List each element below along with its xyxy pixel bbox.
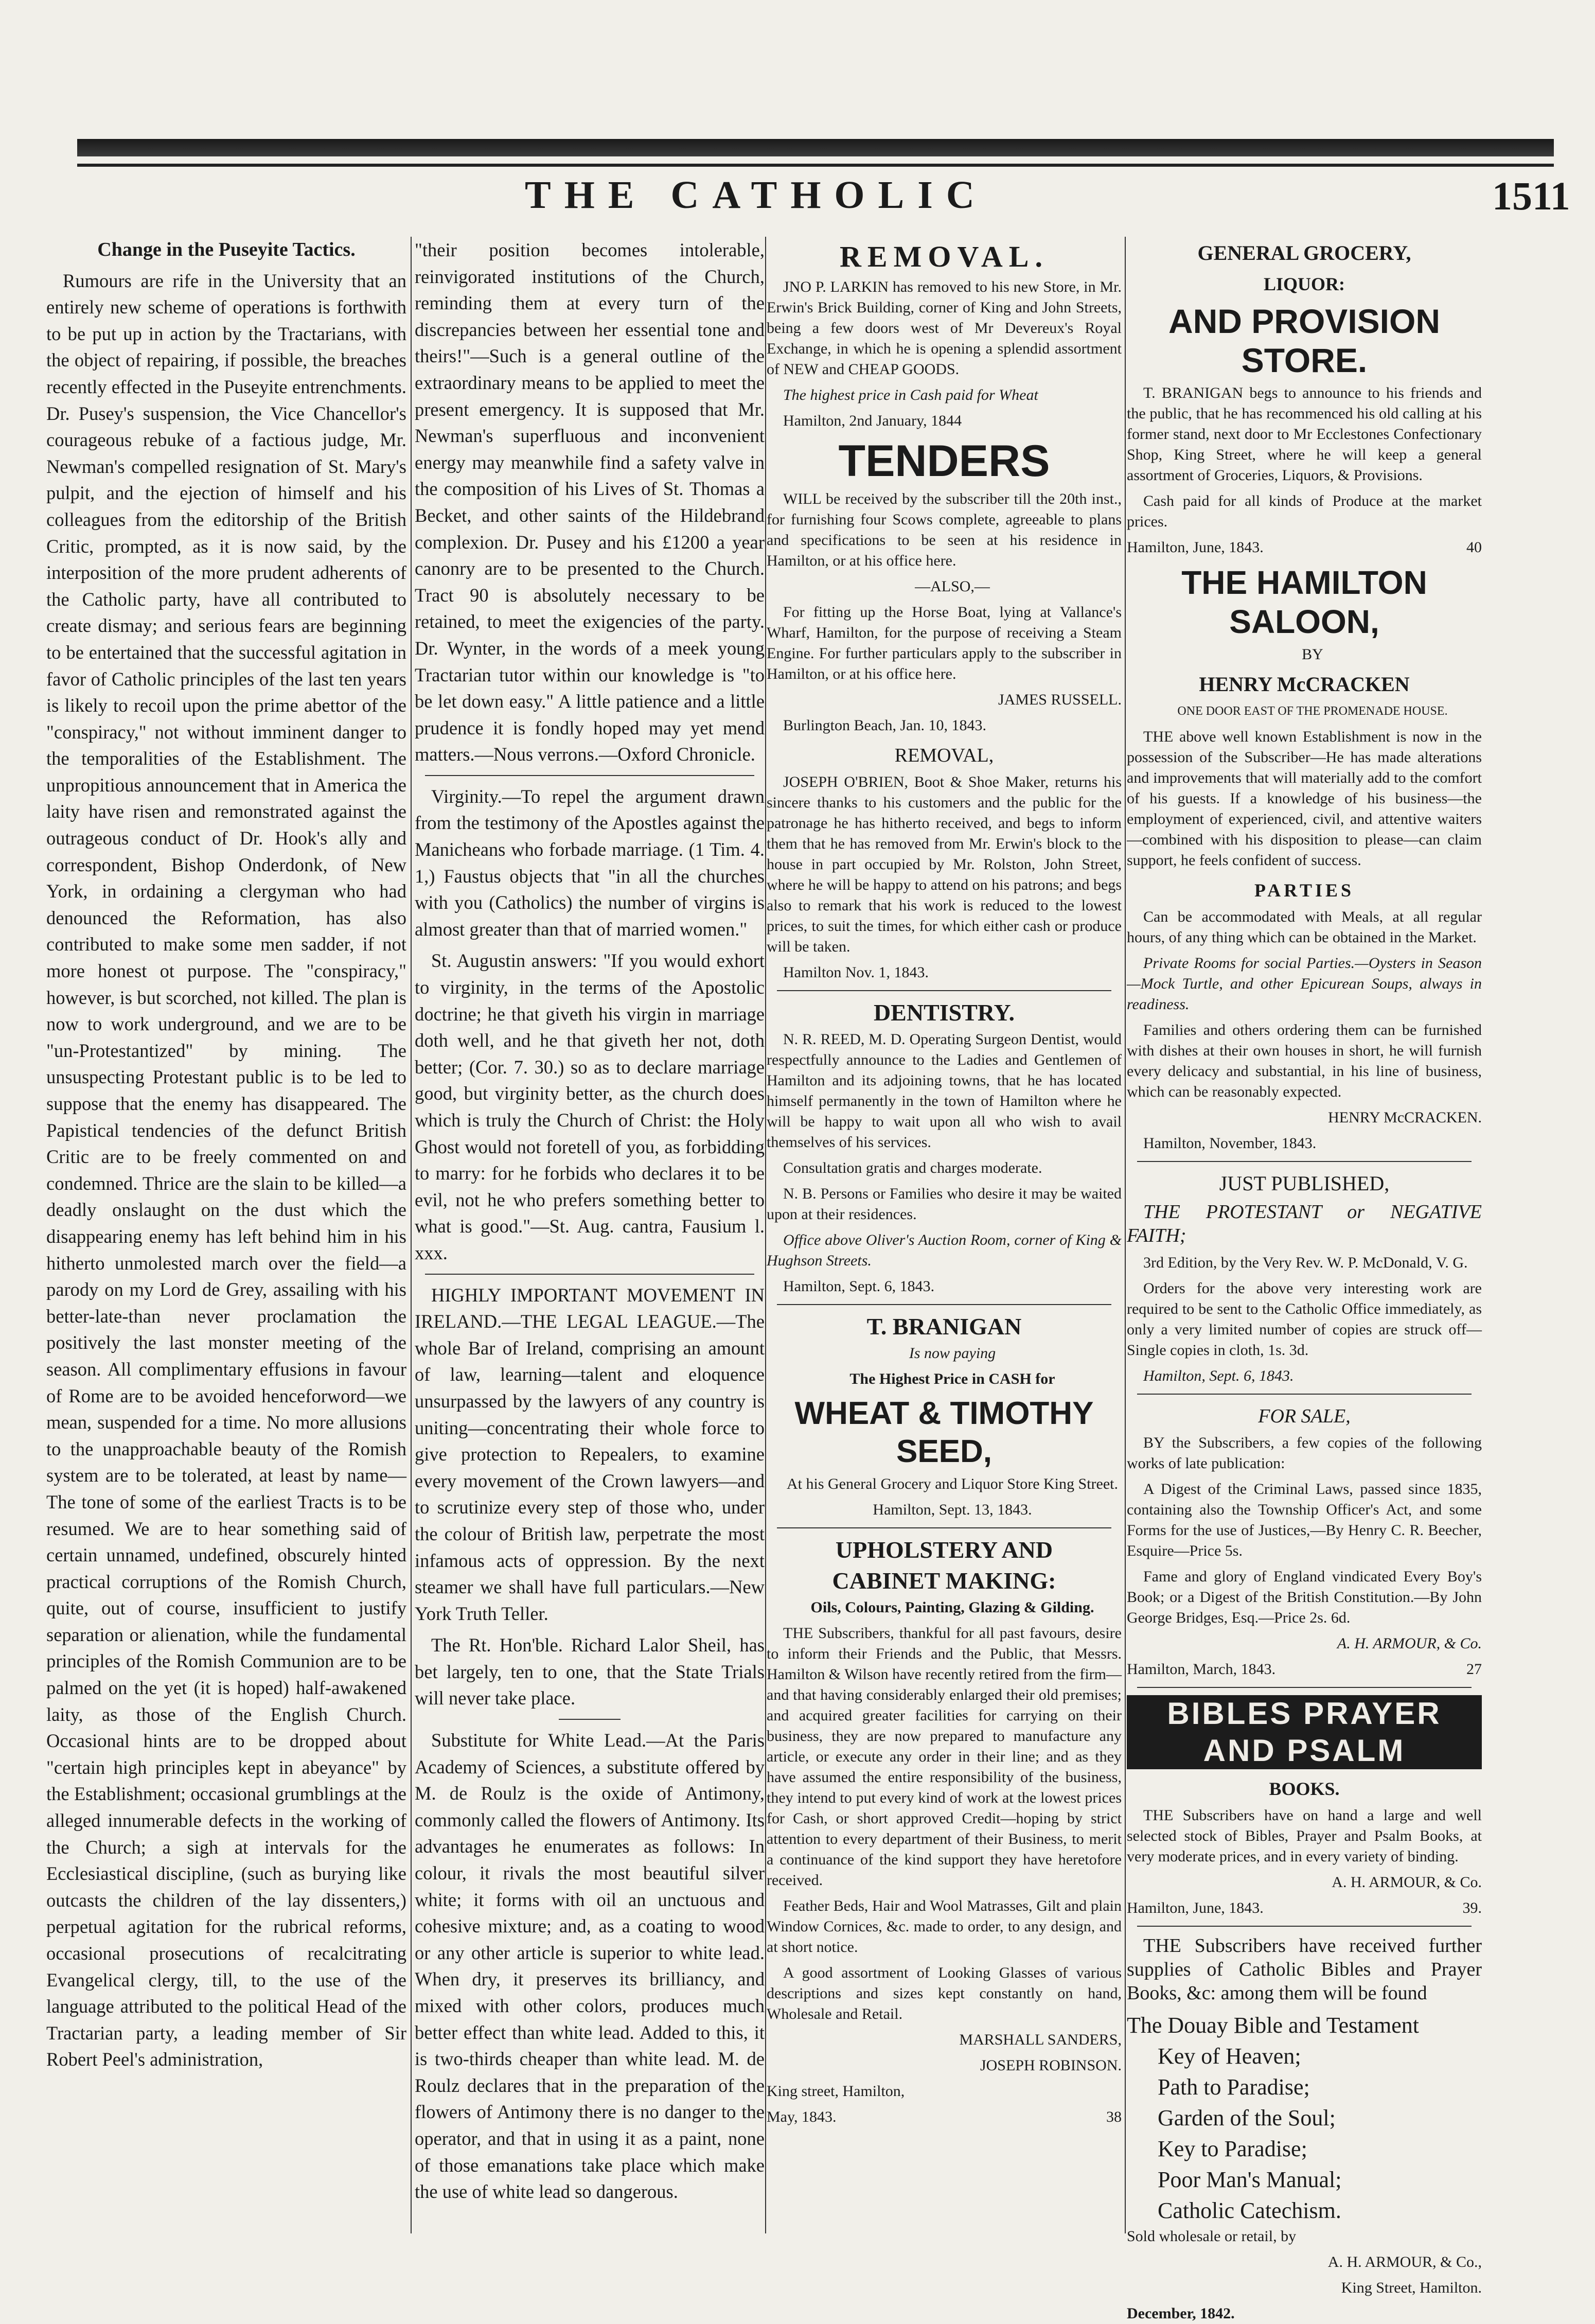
ad-heading-branigan: T. BRANIGAN: [866, 1313, 1022, 1340]
ad-date-text: Hamilton, June, 1843.: [1127, 1899, 1264, 1916]
divider: [1137, 1394, 1472, 1395]
book-list-item: Poor Man's Manual;: [1158, 2167, 1342, 2192]
article-paragraph: The Rt. Hon'ble. Richard Lalor Sheil, has bet largely, ten to one, that the State Trials will never take place.: [415, 1634, 765, 1709]
ad-heading-provision: AND PROVISION STORE.: [1168, 302, 1441, 379]
ad-date: [1127, 1659, 1482, 1680]
ad-text: Cash paid for all kinds of Produce at the market prices.: [1127, 492, 1482, 530]
ad-date: [1127, 537, 1482, 558]
ad-signature: A. H. ARMOUR, & Co.: [1332, 1874, 1482, 1891]
ad-text: THE Subscribers have on hand a large and well selected stock of Bibles, Prayer and Psalm Books, at very moderate prices, and in every variety of binding.: [1127, 1807, 1482, 1865]
ad-number: 39.: [1462, 1899, 1482, 1916]
ad-text: The Highest Price in CASH for: [849, 1370, 1055, 1387]
column-rule: [411, 237, 412, 2233]
page-number: 1511: [1492, 173, 1570, 218]
ad-signature: A. H. ARMOUR, & Co.,: [1327, 2253, 1482, 2270]
article-paragraph: St. Augustin answers: "If you would exhort to virginity, in the terms of the Apostolic doctrine; he that giveth his virgin in marriage doth well, and he that giveth her not, doth better; (Cor. 7. 30.) so as to declare marriage good, but virginity better, as the church does which is truly the Church of Christ: the Holy Ghost would not foretell of you, as forbidding to marry: for he forbids who declares it to be evil, not he who prefers something better to what is good."—St. Aug. cantra, Fausium l. xxx.: [415, 950, 765, 1263]
running-head: [0, 168, 1595, 224]
divider: [425, 1274, 754, 1275]
divider: [777, 1304, 1111, 1305]
ad-date-text: May, 1843.: [767, 2108, 837, 2125]
ad-heading-just-published: JUST PUBLISHED,: [1219, 1172, 1390, 1195]
article-paragraph: Substitute for White Lead.—At the Paris Academy of Sciences, a substitute offered by M. de Roulz is the oxide of Antimony, commonly called the flowers of Antimony. Its advantages he enumerates as follows: In colour, it rivals the most beautiful silver white; it forms with oil an unctuous and cohesive mixture; and, as a coating to wood or any other article is superior to white lead. When dry, it preserves its brilliancy, and mixed with other colors, produces much better effect than white lead. Added to this, it is two-thirds cheaper than white lead. M. de Roulz declares that in the preparation of the flowers of Antimony there is no danger to the operator, and that in using it as a paint, none of those emanations take place which make the use of white lead so dangerous.: [415, 1730, 765, 2203]
ad-heading-grocery: GENERAL GROCERY,: [1197, 241, 1411, 265]
ad-text: At his General Grocery and Liquor Store King Street.: [787, 1475, 1118, 1492]
ad-heading-parties: PARTIES: [1254, 880, 1355, 901]
book-list-item: Key of Heaven;: [1158, 2044, 1301, 2069]
ad-text: Can be accommodated with Meals, at all regular hours, of any thing which can be obtained in the Market.: [1127, 908, 1482, 946]
ad-heading-bibles: BIBLES PRAYER AND PSALM: [1127, 1695, 1482, 1769]
ad-text: Orders for the above very interesting work are required to be sent to the Catholic Office immediately, as only a very limited number of copies are struck off—Single copies in cloth, 1s. 3d.: [1127, 1280, 1482, 1359]
book-list-item: The Douay Bible and Testament: [1127, 2013, 1419, 2038]
ad-text: Families and others ordering them can be furnished with dishes at their own houses in short, he will furnish every delicacy and substantial, in his line of business, which can be reasonably expected.: [1127, 1022, 1482, 1100]
ad-text: —ALSO,—: [915, 578, 990, 595]
top-border-band: [77, 139, 1554, 156]
ad-date: Hamilton, Sept. 6, 1843.: [1143, 1367, 1294, 1384]
ad-text: THE Subscribers, thankful for all past favours, desire to inform their Friends and the Public, that Messrs. Hamilton & Wilson have recently retired from the firm—and that having considerably enlarged their old premises; and acquired greater facilities for carrying on their business, they are now prepared to manufacture any article, or execute any order in their line; and as they have assumed the entire responsibility of the business, they intend to put every kind of work at the lowest prices for Cash, or short approved Credit—hoping by strict attention to every department of their Business, to merit a continuance of the kind support they have heretofore received.: [767, 1625, 1122, 1889]
ad-text: A Digest of the Criminal Laws, passed since 1835, containing also the Township Officer's Act, and some Forms for the use of Justices,—By Henry C. R. Beecher, Esquire—Price 5s.: [1127, 1481, 1482, 1559]
book-list-item: Catholic Catechism.: [1158, 2198, 1341, 2223]
ad-heading-for-sale: FOR SALE,: [1258, 1405, 1351, 1427]
book-list-item: Garden of the Soul;: [1158, 2105, 1336, 2131]
ad-date-text: Hamilton, March, 1843.: [1127, 1661, 1276, 1678]
ad-text: ONE DOOR EAST OF THE PROMENADE HOUSE.: [1177, 705, 1448, 718]
ad-heading-cabinet: CABINET MAKING:: [832, 1568, 1056, 1594]
column-4: [1127, 237, 1482, 2322]
book-list: [1127, 2010, 1482, 2226]
ad-text: T. BRANIGAN begs to announce to his friends and the public, that he has recommenced his old calling at his former stand, next door to Mr Ecclestones Confectionary Shop, King Street, where he will keep a general assortment of Groceries, Liquors, & Provisions.: [1127, 384, 1482, 484]
ad-text: Private Rooms for social Parties.—Oysters in Season—Mock Turtle, and other Epicurean Soups, always in readiness.: [1127, 955, 1482, 1013]
ad-signature: JOSEPH ROBINSON.: [980, 2057, 1122, 2074]
divider: [559, 1719, 621, 1720]
ad-text: Sold wholesale or retail, by: [1127, 2228, 1297, 2245]
ad-text: King street, Hamilton,: [767, 2083, 905, 2100]
divider: [1137, 1161, 1472, 1162]
divider: [777, 990, 1111, 991]
divider: [777, 1527, 1111, 1528]
ad-number: 38: [1106, 2108, 1122, 2125]
ad-heading-tenders: TENDERS: [838, 436, 1050, 486]
ad-heading-upholstery: UPHOLSTERY AND: [835, 1537, 1053, 1563]
ad-signature: JAMES RUSSELL.: [998, 691, 1122, 708]
article-paragraph: "their position becomes intolerable, reinvigorated institutions of the Church, reminding them at every turn of the discrepancies between her essential tone and theirs!"—Such is a general outline of the extraordinary means to be applied to meet the present emergency. It is supposed that Mr. Newman's superfluous and inconvenient energy may meanwhile find a safety valve in the composition of his Lives of St. Thomas a Becket, and other saints of the Hildebrand complexion. Dr. Pusey and his £1200 a year canonry are to be presented to the Church. Tract 90 is absolutely necessary to be retained, to meet the exigencies of the party. Dr. Wynter, in the words of a meek young Tractarian tutor within our knowledge is "to be let down easy." A little patience and a little prudence it is fondly hoped may yet mend matters.—Nous verrons.—Oxford Chronicle.: [415, 239, 765, 765]
ad-text: THE Subscribers have received further supplies of Catholic Bibles and Prayer Books, &c: among them will be found: [1127, 1935, 1482, 2004]
ad-text: BY the Subscribers, a few copies of the following works of late publication:: [1127, 1434, 1482, 1472]
ad-text: King Street, Hamilton.: [1341, 2279, 1482, 2296]
ad-text: N. B. Persons or Families who desire it may be waited upon at their residences.: [767, 1185, 1122, 1223]
ad-signature: A. H. ARMOUR, & Co.: [1337, 1635, 1482, 1652]
ad-date: [767, 2107, 1122, 2127]
ad-date: Hamilton, Sept. 13, 1843.: [873, 1501, 1032, 1518]
ad-date: Hamilton, November, 1843.: [1143, 1135, 1317, 1152]
ad-text: Is now paying: [909, 1345, 996, 1362]
column-rule: [765, 237, 766, 2233]
ad-text: Oils, Colours, Painting, Glazing & Gilding.: [810, 1599, 1094, 1616]
ad-text: THE above well known Establishment is now in the possession of the Subscriber—He has made alterations and improvements that will materially add to the comfort of his guests. If a knowledge of his business—the employment of experienced, civil, and attentive waiters—combined with his disposition to please—can claim support, he feels confident of success.: [1127, 728, 1482, 869]
ad-date: Burlington Beach, Jan. 10, 1843.: [783, 717, 986, 734]
ad-number: 40: [1466, 539, 1482, 556]
ad-text: A good assortment of Looking Glasses of various descriptions and sizes kept constantly on hand, Wholesale and Retail.: [767, 1964, 1122, 2022]
ad-text: 3rd Edition, by the Very Rev. W. P. McDonald, V. G.: [1143, 1254, 1468, 1271]
ad-text: Office above Oliver's Auction Room, corner of King & Hughson Streets.: [767, 1231, 1122, 1269]
ad-text: Fame and glory of England vindicated Every Boy's Book; or a Digest of the British Constitution.—By John George Bridges, Esq.—Price 2s. 6d.: [1127, 1568, 1482, 1626]
ad-text: WILL be received by the subscriber till the 20th inst., for furnishing four Scows complete, agreeable to plans and specifications to be seen at his residence in Hamilton, or at his office here.: [767, 490, 1122, 569]
ad-signature: HENRY McCRACKEN.: [1328, 1109, 1482, 1126]
column-rule: [1125, 237, 1126, 2233]
ad-text: For fitting up the Horse Boat, lying at Vallance's Wharf, Hamilton, for the purpose of receiving a Steam Engine. For further particulars apply to the subscriber in Hamilton, or at his office here.: [767, 604, 1122, 682]
ad-date: Hamilton, Sept. 6, 1843.: [783, 1278, 935, 1295]
article-paragraph: HIGHLY IMPORTANT MOVEMENT IN IRELAND.—THE LEGAL LEAGUE.—The whole Bar of Ireland, comprising an amount of law, learning—talent and eloquence unsurpassed by the lawyers of any country is uniting—concentrating their whole force to give protection to Repealers, to examine every movement of the Crown lawyers—and to scrutinize every step of those who, under the colour of British law, perpetrate the most infamous acts of oppression. By the next steamer we shall have full particulars.—New York Truth Teller.: [415, 1284, 765, 1624]
ad-text: JOSEPH O'BRIEN, Boot & Shoe Maker, returns his sincere thanks to his customers and the public for the patronage he has hitherto received, and begs to inform them that he has removed from Mr. Erwin's block to the house in part occupied by Mr. Rolston, John Street, where he will be happy to attend on his patrons; and begs also to remark that his work is reduced to the lowest prices, to suit the times, for which either cash or produce will be taken.: [767, 773, 1122, 955]
book-list-item: Key to Paradise;: [1158, 2136, 1307, 2161]
ad-heading-wheat: WHEAT & TIMOTHY SEED,: [794, 1396, 1094, 1469]
top-border-line: [77, 164, 1554, 167]
ad-date: Hamilton Nov. 1, 1843.: [783, 964, 929, 981]
ad-heading-books: BOOKS.: [1269, 1779, 1340, 1799]
ad-text: THE PROTESTANT or NEGATIVE FAITH;: [1127, 1201, 1482, 1246]
ad-signature: MARSHALL SANDERS,: [959, 2031, 1122, 2048]
ad-text: Feather Beds, Hair and Wool Matrasses, Gilt and plain Window Cornices, &c. made to order, to any design, and at short notice.: [767, 1897, 1122, 1956]
article-paragraph: Virginity.—To repel the argument drawn from the testimony of the Apostles against the Manicheans who forbade marriage. (1 Tim. 4. 1,) Faustus objects that "in all the churches with you (Catholics) the number of virgins is almost greater than that of married women.": [415, 785, 765, 940]
column-3: [767, 237, 1122, 2233]
book-list-item: Path to Paradise;: [1158, 2074, 1310, 2100]
ad-heading-mccracken: HENRY McCRACKEN: [1199, 673, 1410, 696]
ad-number: 27: [1466, 1661, 1482, 1678]
ad-text: Consultation gratis and charges moderate.: [783, 1159, 1042, 1176]
ad-date: December, 1842.: [1127, 2305, 1235, 2322]
article-heading: Change in the Puseyite Tactics.: [97, 239, 356, 260]
running-head-title: THE CATHOLIC: [525, 173, 988, 217]
divider: [1137, 1687, 1472, 1688]
ad-heading-liquor: LIQUOR:: [1263, 274, 1345, 294]
ad-text: JNO P. LARKIN has removed to his new Store, in Mr. Erwin's Brick Building, corner of King and John Streets, being a few doors west of Mr Devereux's Royal Exchange, in which he is opening a splendid assortment of NEW and CHEAP GOODS.: [767, 278, 1122, 378]
ad-date: [1127, 1898, 1482, 1918]
article-paragraph: Rumours are rife in the University that an entirely new scheme of operations is forthwith to be put up in action by the Tractarians, with the object of repairing, if possible, the breaches recently effected in the Puseyite entrenchments. Dr. Pusey's suspension, the Vice Chancellor's courageous rebuke of a factious judge, Mr. Newman's compelled resignation of St. Mary's pulpit, and the ejection of himself and his colleagues from the editorship of the British Critic, prompted, as it is now said, by the interposition of the more prudent adherents of the Catholic party, have all contributed to create dismay; and serious fears are beginning to be entertained that the successful agitation in favor of Catholic principles of the last ten years is likely to recoil upon the prime abettor of the "conspiracy," not without imminent danger to the temporalities of the Establishment. The unpropitious announcement that in America the laity have risen and remonstrated against the outrageous conduct of Dr. Hook's ally and correspondent, Bishop Onderdonk, of New York, in ordaining a clergyman who had denounced the Reformation, has also contributed to make some men sadder, if not more honest ot purpose. The "conspiracy," however, is but scorched, not killed. The plan is now to work underground, and we are to be "un-Protestantized" by mining. The unsuspecting Protestant public is to be led to suppose that the enemy has disappeared. The Papistical tendencies of the defunct British Critic are to be freely commented on and condemned. Thrice are the slain to be killed—a deadly onslaught on the dust which the disappearing enemy has left behind him in his hitherto unmolested march over the field—a parody on my Lord de Grey, assailing with his better-late-than never proclamation the positively the last monster meeting of the season. All complimentary effusions in favour of Rome are to be avoided henceforword—we mean, suspended for a time. No more allusions to the unapproachable beauty of the Romish system are to be tolerated, at least by name—The tone of some of the earliest Tracts is to be resumed. We are to hear something said of certain unnamed, undefined, obscurely hinted practical corruptions of the Romish Church, quite, out of course, insufficient to justify separation or alienation, while the fundamental principles of the Romish Communion are to be palmed on the yet (it is hoped) half-awakened laity, as those of the English Church. Occasional hints are to be dropped about "certain high principles kept in abeyance" by the Establishment; occasional grumblings at the alleged innumerable defects in the working of the Church; a sigh at intervals for the Ecclesiastical discipline, (such as burying like outcasts the children of the lay dissenters,) perpetual agitation for the rubrical reforms, occasional prosecutions of recalcitrating Evangelical clergy, till, to the use of the language attributed to the political Head of the Tractarian party, a leading member of Sir Robert Peel's administration,: [46, 270, 406, 2070]
ad-text: The highest price in Cash paid for Wheat: [783, 386, 1038, 403]
ad-heading-saloon: THE HAMILTON SALOON,: [1181, 564, 1427, 640]
divider: [1137, 1926, 1472, 1927]
ad-date: Hamilton, 2nd January, 1844: [783, 412, 962, 429]
divider: [425, 775, 754, 776]
ad-heading-dentistry: DENTISTRY.: [873, 999, 1015, 1026]
ad-text: N. R. REED, M. D. Operating Surgeon Dentist, would respectfully announce to the Ladies and Gentlemen of Hamilton and its adjoining towns, that he has located himself permanently in the town of Hamilton where he will be happy to wait upon all who wish to avail themselves of his services.: [767, 1031, 1122, 1151]
ad-heading-removal-2: REMOVAL,: [894, 745, 994, 766]
column-1: [46, 237, 406, 2233]
column-2: [415, 237, 765, 2233]
ad-text: BY: [1302, 646, 1323, 663]
ad-heading-removal: REMOVAL.: [840, 240, 1049, 273]
ad-date-text: Hamilton, June, 1843.: [1127, 539, 1264, 556]
